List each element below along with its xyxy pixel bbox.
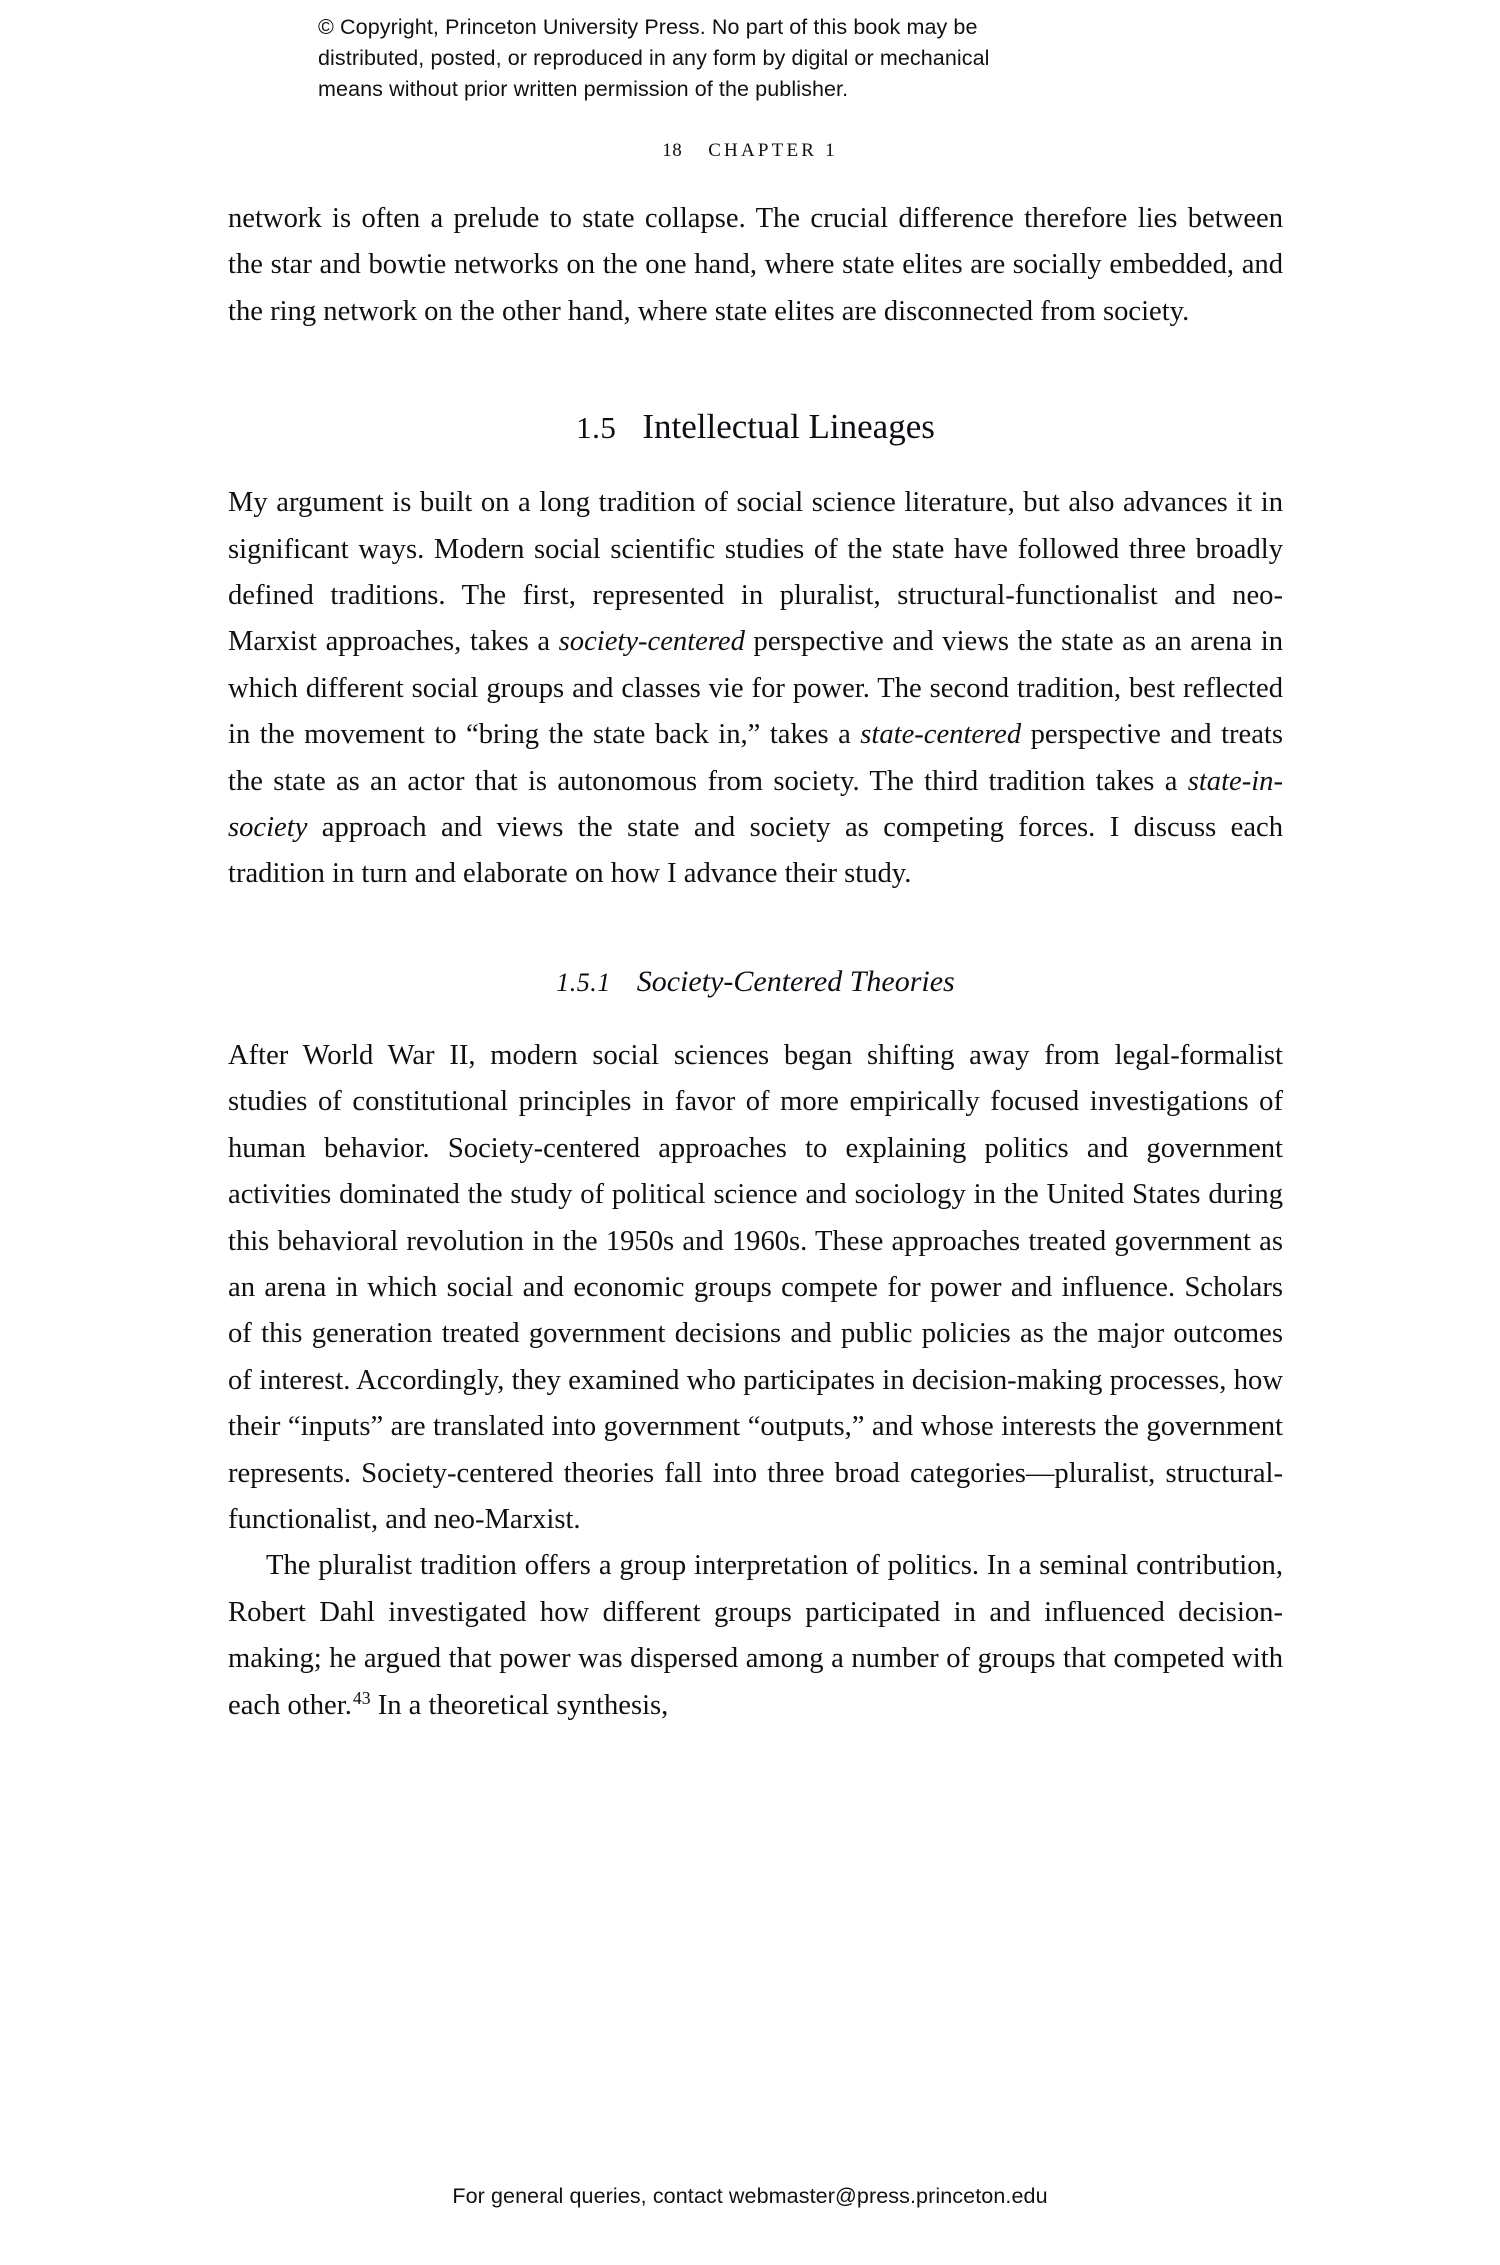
- spacer-before-subsection-heading: [228, 898, 1283, 962]
- subsection-number: 1.5.1: [556, 967, 611, 997]
- copyright-line-1: © Copyright, Princeton University Press. No part of this book may be: [318, 15, 978, 39]
- paragraph-society-centered-2: [228, 1543, 1283, 1729]
- lineages-italic-state-centered: state-centered: [860, 719, 1022, 751]
- paragraph-continued-text: network is often a prelude to state collapse. The crucial difference therefore lies between the star and bowtie networks on the one hand, where state elites are socially embedded, and the ring network on the other hand, where state elites are disconnected from society.: [228, 203, 1283, 327]
- spacer-before-section-heading: [228, 335, 1283, 405]
- subsection-title: Society-Centered Theories: [636, 964, 955, 998]
- society-par-2-text-b: In a theoretical synthesis,: [370, 1689, 669, 1721]
- spacer-after-subsection-heading: [228, 1003, 1283, 1033]
- lineages-text-c: perspective and treats the state as an actor that is autonomous from society. The third tradition takes a: [228, 719, 1283, 797]
- copyright-line-3: means without prior written permission of the publisher.: [318, 77, 849, 101]
- lineages-text-d: approach and views the state and society as competing forces. I discuss each tradition in turn and elaborate on how I advance their study.: [228, 812, 1283, 890]
- section-heading: [228, 405, 1283, 450]
- paragraph-intellectual-lineages: [228, 480, 1283, 898]
- copyright-line-2: distributed, posted, or reproduced in any form by digital or mechanical: [318, 46, 990, 70]
- society-par-1-text: After World War II, modern social sciences began shifting away from legal-formalist studies of constitutional principles in favor of more empirically focused investigations of human behavior. Society-centered approaches to explaining politics and government activities dominated the study of political science and sociology in the United States during this behavioral revolution in the 1950s and 1960s. These approaches treated government as an arena in which social and economic groups compete for power and influence. Scholars of this generation treated government decisions and public policies as the major outcomes of interest. Accordingly, they examined who participates in decision-making processes, how their “inputs” are translated into government “outputs,” and whose interests the government represents. Society-centered theories fall into three broad categories—pluralist, structural-functionalist, and neo-Marxist.: [228, 1039, 1283, 1535]
- text-column: [228, 196, 1283, 1729]
- paragraph-society-centered-1: [228, 1033, 1283, 1543]
- lineages-italic-society-centered: society-centered: [558, 626, 745, 658]
- section-title: Intellectual Lineages: [642, 407, 935, 447]
- footnote-reference-43[interactable]: 43: [352, 1688, 371, 1709]
- lineages-italic-state-in-society: state-in-society: [228, 765, 1283, 844]
- section-number: 1.5: [576, 410, 617, 446]
- chapter-label: CHAPTER 1: [708, 140, 838, 161]
- society-par-2-text-a: The pluralist tradition offers a group interpretation of politics. In a seminal contribution, Robert Dahl investigated how different groups participated in and influenced decision-making; he argued that power was dispersed among a number of groups that competed with each other.: [228, 1550, 1283, 1721]
- spacer-after-section-heading: [228, 450, 1283, 480]
- subsection-heading: [228, 962, 1283, 1003]
- page-number: 18: [662, 140, 683, 161]
- page-footer: [0, 2184, 1500, 2209]
- paragraph-continued: [228, 196, 1283, 335]
- footer-text: For general queries, contact webmaster@press.princeton.edu: [452, 2184, 1048, 2208]
- copyright-notice: [318, 12, 1178, 105]
- running-head: [0, 139, 1500, 162]
- lineages-text-a: My argument is built on a long tradition of social science literature, but also advances it in significant ways. Modern social scientific studies of the state have followed three broadly defined traditions. The first, represented in pluralist, structural-functionalist and neo-Marxist approaches, takes a: [228, 487, 1283, 658]
- lineages-text-b: perspective and views the state as an arena in which different social groups and classes vie for power. The second tradition, best reflected in the movement to “bring the state back in,” takes a: [228, 626, 1283, 751]
